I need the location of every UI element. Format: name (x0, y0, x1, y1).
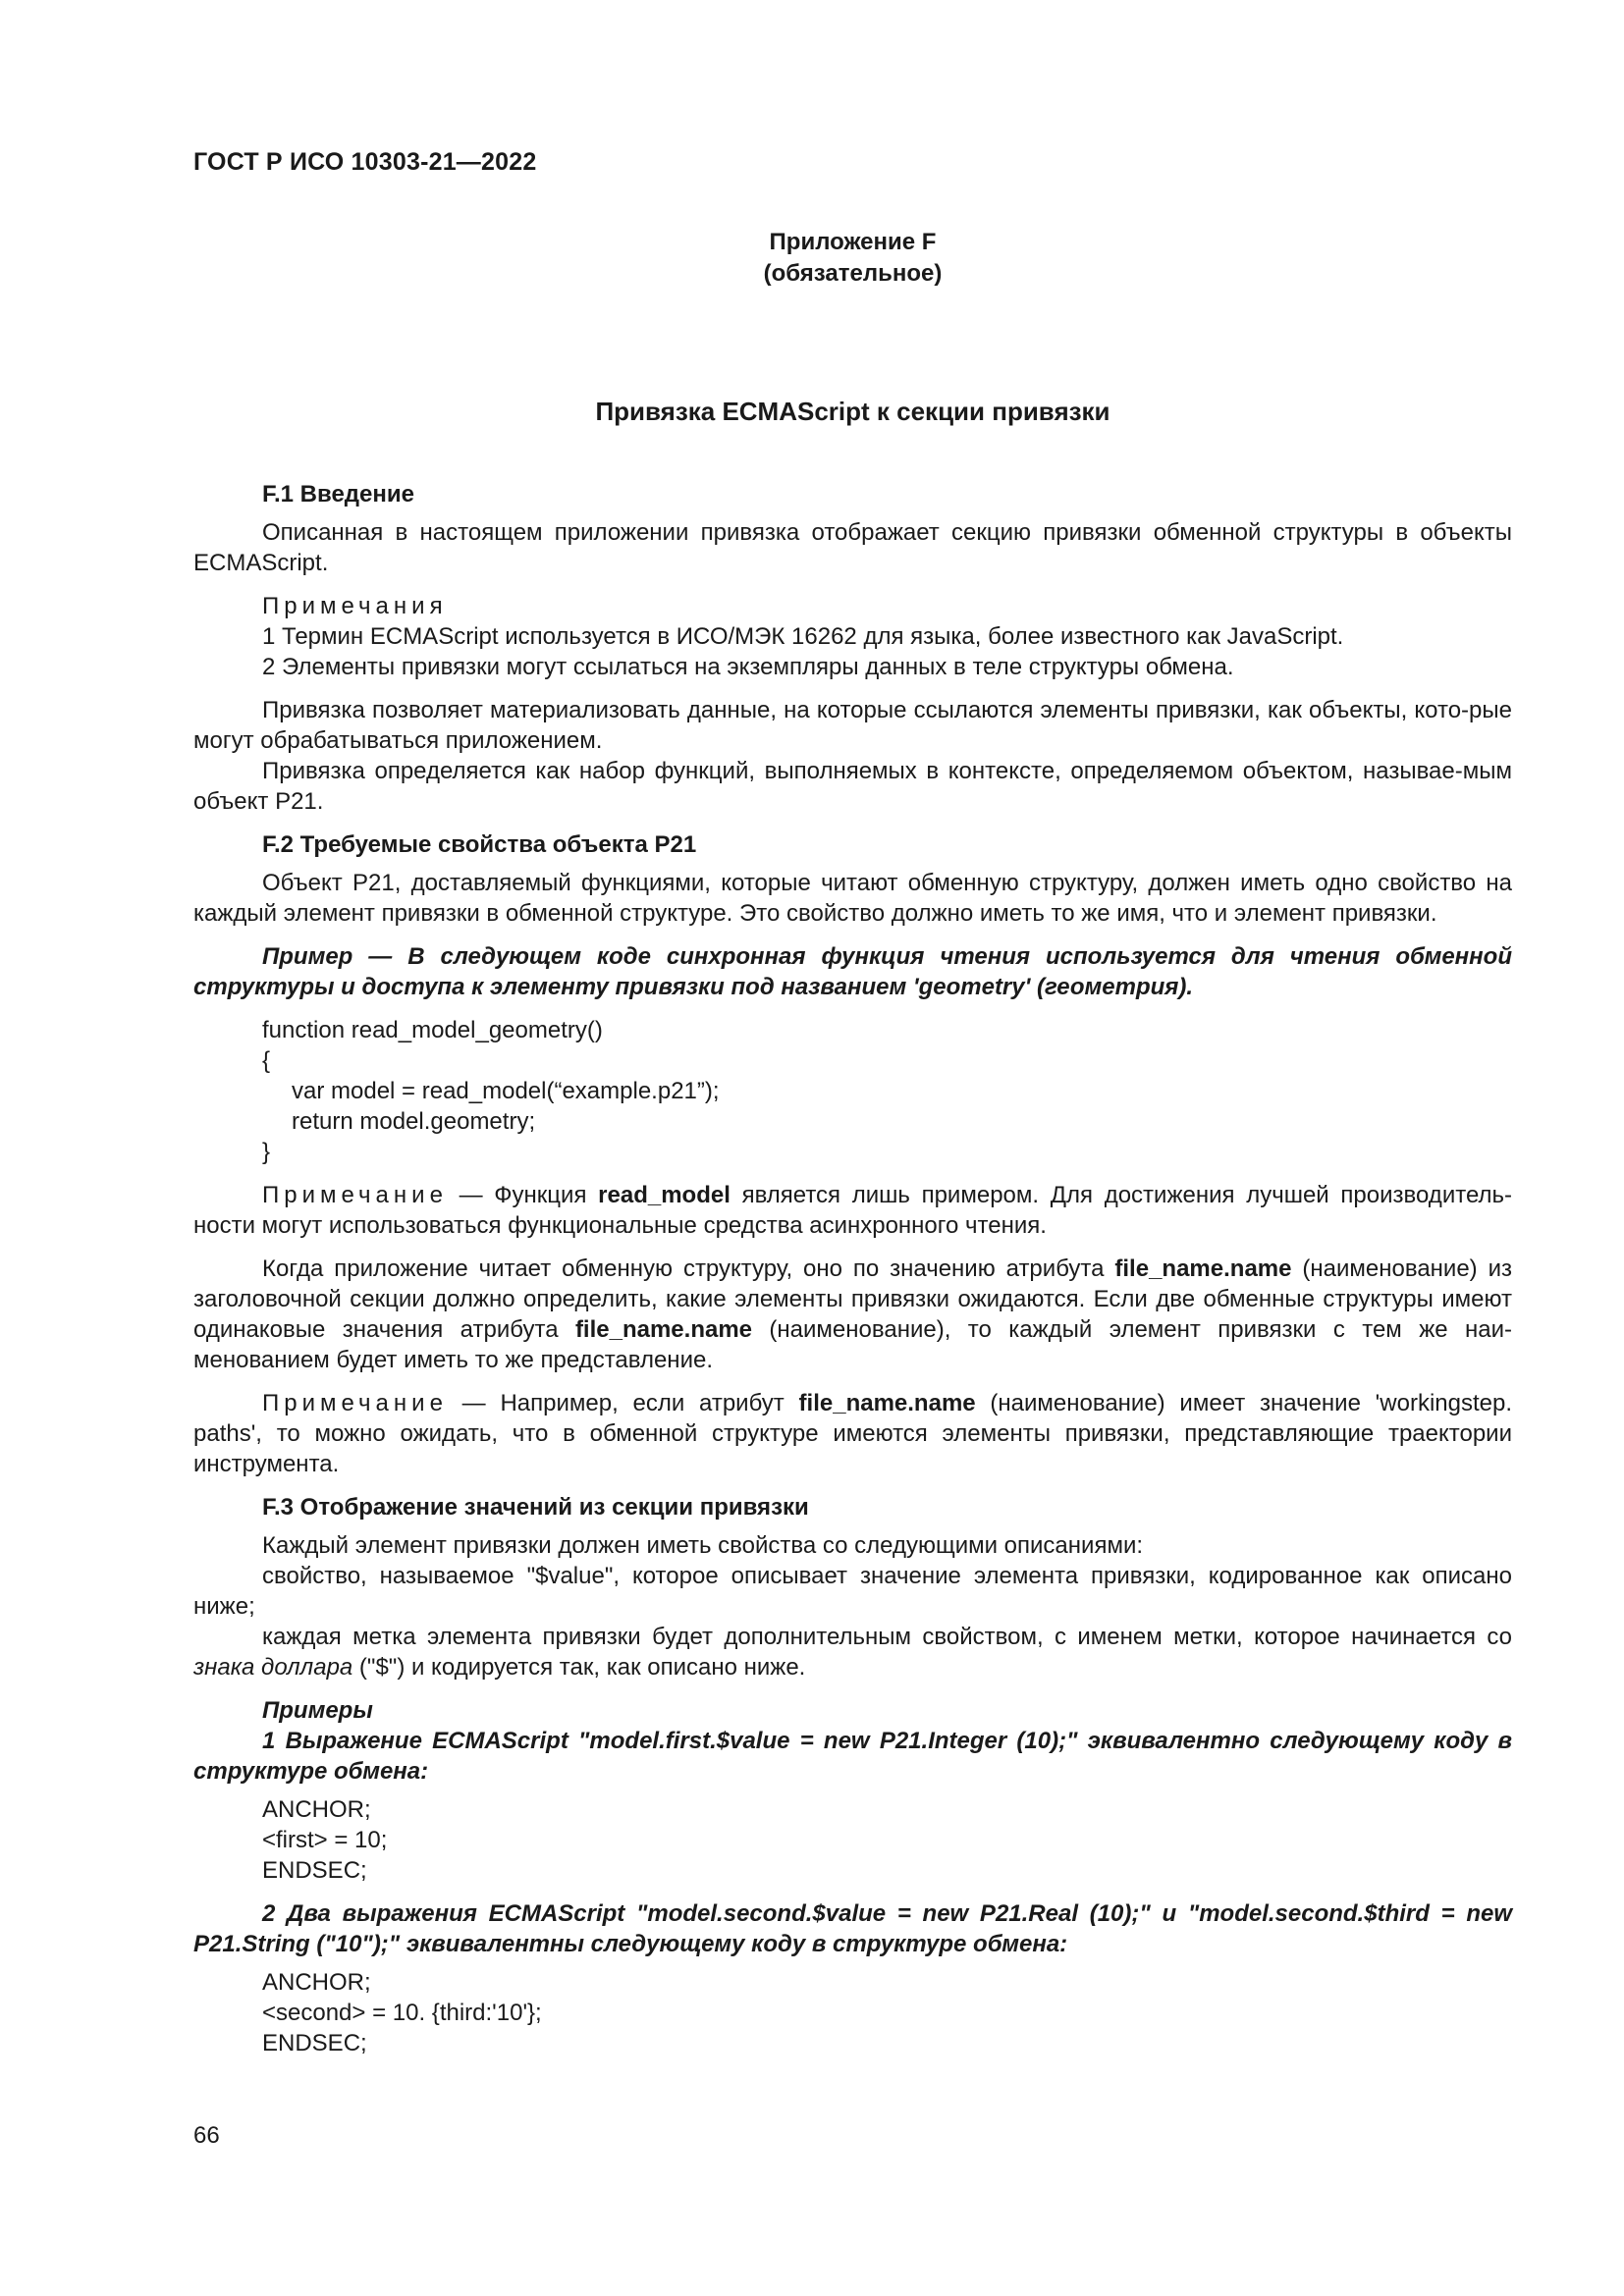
annex-title: Привязка ECMAScript к секции привязки (595, 397, 1110, 426)
examples-label: Примеры (262, 1697, 373, 1724)
code-line: <second> = 10. {third:'10'}; (262, 2000, 542, 2026)
paragraph: Каждый элемент привязки должен иметь свойства со следующими описаниями: (262, 1532, 1144, 1559)
paragraph: Когда приложение читает обменную структуру, оно по значению атрибута file_name.name (наименование) из заголовочной секции должно определить, какие элементы привязки ожидаются. Если две обменные структуры имеют одинаковые значения атрибута file_name.name (наименование), то каждый элемент привязки с тем же наи-менованием будет иметь то же представление. (193, 1255, 1512, 1373)
note-item: 2 Элементы привязки могут ссылаться на экземпляры данных в теле структуры обмена. (262, 654, 1234, 680)
code-line: } (262, 1139, 271, 1165)
code-line: function read_model_geometry() (262, 1017, 603, 1043)
section-heading-f3: F.3 Отображение значений из секции привязки (262, 1494, 809, 1521)
code-line: return model.geometry; (292, 1108, 536, 1135)
section-heading-f2: F.2 Требуемые свойства объекта P21 (262, 831, 697, 858)
page-number: 66 (193, 2122, 220, 2149)
section-heading-f1: F.1 Введение (262, 481, 414, 507)
list-item: каждая метка элемента привязки будет дополнительным свойством, с именем метки, которое начинается со знака доллара ("$") и кодируется так, как описано ниже. (193, 1624, 1512, 1681)
note-paragraph: Примечание — Например, если атрибут file_name.name (наименование) имеет значение 'workingstep. paths', то можно ожидать, что в обменной структуре имеются элементы привязки, представляющие траектории инструмента. (193, 1390, 1512, 1477)
code-line: var model = read_model(“example.p21”); (292, 1078, 720, 1104)
note-item: 1 Термин ECMAScript используется в ИСО/МЭК 16262 для языка, более известного как JavaScript. (262, 623, 1344, 650)
paragraph: Привязка позволяет материализовать данные, на которые ссылаются элементы привязки, как объекты, кото-рые могут обрабатываться приложением. (193, 697, 1512, 754)
code-line: ANCHOR; (262, 1969, 371, 1996)
document-body (193, 479, 1512, 2058)
code-line: ENDSEC; (262, 1857, 367, 1884)
paragraph: Объект P21, доставляемый функциями, которые читают обменную структуру, должен иметь одно свойство на каждый элемент привязки в обменной структуре. Это свойство должно иметь то же имя, что и элемент привязки. (193, 870, 1512, 927)
annex-label: Приложение F (769, 229, 937, 255)
annex-status: (обязательное) (763, 260, 943, 287)
paragraph: Привязка определяется как набор функций, выполняемых в контексте, определяемом объектом, называе-мым объект P21. (193, 758, 1512, 815)
document-header: ГОСТ Р ИСО 10303-21—2022 (193, 148, 537, 176)
code-line: ENDSEC; (262, 2030, 367, 2056)
example-caption: 2 Два выражения ECMAScript "model.second.$value = new P21.Real (10);" и "model.second.$third = new P21.String ("10");" эквивалентны следующему коду в структуре обмена: (193, 1900, 1512, 1957)
list-item: свойство, называемое "$value", которое описывает значение элемента привязки, кодированное как описано ниже; (193, 1563, 1512, 1620)
code-line: ANCHOR; (262, 1796, 371, 1823)
example-caption: Пример — В следующем коде синхронная функция чтения используется для чтения обменной структуры и доступа к элементу привязки под названием 'geometry' (геометрия). (193, 943, 1512, 1000)
notes-label: Примечания (262, 593, 448, 619)
paragraph: Описанная в настоящем приложении привязка отображает секцию привязки обменной структуры в объекты ECMAScript. (193, 519, 1512, 576)
code-line: { (262, 1047, 271, 1074)
code-line: <first> = 10; (262, 1827, 388, 1853)
note-paragraph: Примечание — Функция read_model является лишь примером. Для достижения лучшей производитель-ности могут использоваться функциональные средства асинхронного чтения. (193, 1182, 1512, 1239)
annex-heading (193, 227, 1512, 290)
example-caption: 1 Выражение ECMAScript "model.first.$value = new P21.Integer (10);" эквивалентно следующему коду в структуре обмена: (193, 1728, 1512, 1785)
